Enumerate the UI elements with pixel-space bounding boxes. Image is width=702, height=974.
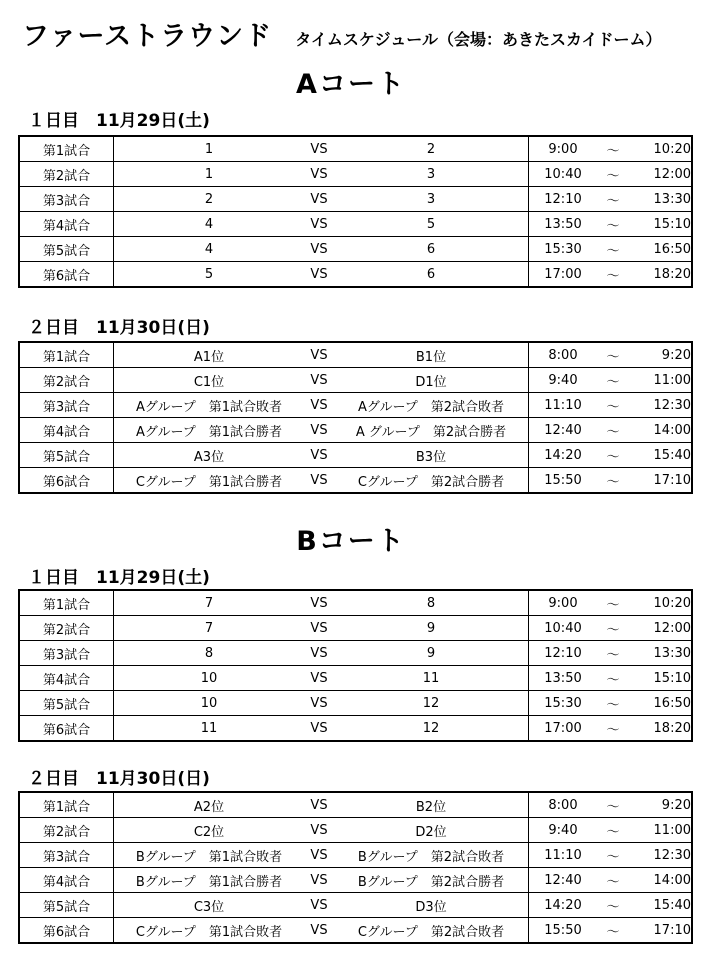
table-row: [19, 716, 692, 742]
table-row: [19, 342, 692, 368]
tilde-cell: 〜: [597, 262, 629, 288]
end-time-cell: 13:30: [629, 641, 692, 666]
team1-cell: C1位: [114, 368, 305, 393]
tilde-cell: 〜: [597, 691, 629, 716]
team2-cell: B2位: [334, 792, 529, 818]
page-title: ファーストラウンド: [22, 21, 273, 52]
match-number: 第4試合: [19, 868, 114, 893]
team1-cell: A2位: [114, 792, 305, 818]
start-time-cell: 12:40: [529, 868, 598, 893]
vs-cell: VS: [304, 818, 334, 843]
court-a-day2-title: ２日目 11月30日(日): [28, 318, 210, 338]
table-row: [19, 368, 692, 393]
start-time-cell: 14:20: [529, 893, 598, 918]
team2-cell: 3: [334, 162, 529, 187]
tilde-cell: 〜: [597, 443, 629, 468]
team1-cell: 10: [114, 666, 305, 691]
team1-cell: Cグループ 第1試合勝者: [114, 468, 305, 494]
end-time-cell: 15:10: [629, 666, 692, 691]
team2-cell: A グループ 第2試合勝者: [334, 418, 529, 443]
team2-cell: 3: [334, 187, 529, 212]
team1-cell: Aグループ 第1試合勝者: [114, 418, 305, 443]
match-number: 第1試合: [19, 342, 114, 368]
tilde-cell: 〜: [597, 616, 629, 641]
team2-cell: D2位: [334, 818, 529, 843]
end-time-cell: 11:00: [629, 818, 692, 843]
team1-cell: 5: [114, 262, 305, 288]
start-time-cell: 9:40: [529, 818, 598, 843]
table-row: [19, 818, 692, 843]
team2-cell: 9: [334, 641, 529, 666]
start-time-cell: 10:40: [529, 162, 598, 187]
end-time-cell: 16:50: [629, 691, 692, 716]
end-time-cell: 10:20: [629, 136, 692, 162]
team2-cell: 8: [334, 590, 529, 616]
tilde-cell: 〜: [597, 212, 629, 237]
start-time-cell: 14:20: [529, 443, 598, 468]
vs-cell: VS: [304, 641, 334, 666]
end-time-cell: 18:20: [629, 716, 692, 742]
end-time-cell: 12:30: [629, 393, 692, 418]
end-time-cell: 18:20: [629, 262, 692, 288]
vs-cell: VS: [304, 843, 334, 868]
end-time-cell: 12:30: [629, 843, 692, 868]
end-time-cell: 13:30: [629, 187, 692, 212]
match-number: 第3試合: [19, 393, 114, 418]
tilde-cell: 〜: [597, 468, 629, 494]
match-number: 第6試合: [19, 468, 114, 494]
team2-cell: Cグループ 第2試合敗者: [334, 918, 529, 944]
vs-cell: VS: [304, 691, 334, 716]
team1-cell: A3位: [114, 443, 305, 468]
start-time-cell: 17:00: [529, 262, 598, 288]
start-time-cell: 17:00: [529, 716, 598, 742]
team1-cell: 1: [114, 162, 305, 187]
end-time-cell: 9:20: [629, 792, 692, 818]
match-number: 第2試合: [19, 368, 114, 393]
match-number: 第2試合: [19, 818, 114, 843]
team2-cell: 6: [334, 262, 529, 288]
table-row: [19, 691, 692, 716]
team1-cell: 4: [114, 212, 305, 237]
team2-cell: D3位: [334, 893, 529, 918]
start-time-cell: 12:10: [529, 187, 598, 212]
team1-cell: 10: [114, 691, 305, 716]
match-number: 第3試合: [19, 641, 114, 666]
start-time-cell: 12:10: [529, 641, 598, 666]
team1-cell: A1位: [114, 342, 305, 368]
match-number: 第3試合: [19, 843, 114, 868]
team2-cell: 2: [334, 136, 529, 162]
table-row: [19, 843, 692, 868]
court-a-day1-title: １日目 11月29日(土): [28, 111, 210, 131]
table-row: [19, 212, 692, 237]
team1-cell: 8: [114, 641, 305, 666]
page-subtitle: タイムスケジュール（会場：あきたスカイドーム）: [295, 30, 662, 49]
vs-cell: VS: [304, 212, 334, 237]
match-number: 第4試合: [19, 418, 114, 443]
end-time-cell: 15:10: [629, 212, 692, 237]
vs-cell: VS: [304, 136, 334, 162]
vs-cell: VS: [304, 393, 334, 418]
court-a-title: Aコート: [296, 69, 406, 100]
match-number: 第4試合: [19, 212, 114, 237]
vs-cell: VS: [304, 368, 334, 393]
team1-cell: 2: [114, 187, 305, 212]
tilde-cell: 〜: [597, 818, 629, 843]
table-row: [19, 641, 692, 666]
tilde-cell: 〜: [597, 868, 629, 893]
tilde-cell: 〜: [597, 792, 629, 818]
vs-cell: VS: [304, 716, 334, 742]
end-time-cell: 15:40: [629, 893, 692, 918]
court-a-day1-table: [18, 135, 693, 288]
tilde-cell: 〜: [597, 368, 629, 393]
table-row: [19, 187, 692, 212]
team1-cell: 7: [114, 616, 305, 641]
start-time-cell: 11:10: [529, 843, 598, 868]
table-row: [19, 136, 692, 162]
vs-cell: VS: [304, 418, 334, 443]
table-row: [19, 443, 692, 468]
team2-cell: Bグループ 第2試合敗者: [334, 843, 529, 868]
team1-cell: Bグループ 第1試合勝者: [114, 868, 305, 893]
start-time-cell: 8:00: [529, 792, 598, 818]
team1-cell: C3位: [114, 893, 305, 918]
vs-cell: VS: [304, 342, 334, 368]
end-time-cell: 14:00: [629, 868, 692, 893]
end-time-cell: 12:00: [629, 616, 692, 641]
tilde-cell: 〜: [597, 716, 629, 742]
start-time-cell: 15:50: [529, 918, 598, 944]
vs-cell: VS: [304, 237, 334, 262]
end-time-cell: 9:20: [629, 342, 692, 368]
vs-cell: VS: [304, 590, 334, 616]
match-number: 第1試合: [19, 590, 114, 616]
table-row: [19, 162, 692, 187]
start-time-cell: 9:00: [529, 136, 598, 162]
tilde-cell: 〜: [597, 237, 629, 262]
table-row: [19, 918, 692, 944]
table-row: [19, 666, 692, 691]
tilde-cell: 〜: [597, 342, 629, 368]
table-row: [19, 590, 692, 616]
team2-cell: 11: [334, 666, 529, 691]
team1-cell: 11: [114, 716, 305, 742]
end-time-cell: 10:20: [629, 590, 692, 616]
start-time-cell: 15:30: [529, 691, 598, 716]
match-number: 第5試合: [19, 237, 114, 262]
start-time-cell: 12:40: [529, 418, 598, 443]
match-number: 第6試合: [19, 262, 114, 288]
table-row: [19, 237, 692, 262]
vs-cell: VS: [304, 468, 334, 494]
vs-cell: VS: [304, 893, 334, 918]
start-time-cell: 15:50: [529, 468, 598, 494]
team2-cell: 6: [334, 237, 529, 262]
tilde-cell: 〜: [597, 590, 629, 616]
table-row: [19, 418, 692, 443]
tilde-cell: 〜: [597, 666, 629, 691]
team1-cell: 1: [114, 136, 305, 162]
end-time-cell: 16:50: [629, 237, 692, 262]
team1-cell: Aグループ 第1試合敗者: [114, 393, 305, 418]
team2-cell: B1位: [334, 342, 529, 368]
team2-cell: D1位: [334, 368, 529, 393]
end-time-cell: 15:40: [629, 443, 692, 468]
team2-cell: 12: [334, 691, 529, 716]
vs-cell: VS: [304, 666, 334, 691]
match-number: 第4試合: [19, 666, 114, 691]
start-time-cell: 9:40: [529, 368, 598, 393]
tilde-cell: 〜: [597, 843, 629, 868]
vs-cell: VS: [304, 187, 334, 212]
team1-cell: C2位: [114, 818, 305, 843]
table-row: [19, 868, 692, 893]
tilde-cell: 〜: [597, 418, 629, 443]
tilde-cell: 〜: [597, 136, 629, 162]
vs-cell: VS: [304, 616, 334, 641]
match-number: 第5試合: [19, 691, 114, 716]
match-number: 第1試合: [19, 792, 114, 818]
vs-cell: VS: [304, 443, 334, 468]
tilde-cell: 〜: [597, 162, 629, 187]
vs-cell: VS: [304, 262, 334, 288]
end-time-cell: 12:00: [629, 162, 692, 187]
team1-cell: Cグループ 第1試合敗者: [114, 918, 305, 944]
team1-cell: 4: [114, 237, 305, 262]
table-row: [19, 393, 692, 418]
tilde-cell: 〜: [597, 641, 629, 666]
team2-cell: 9: [334, 616, 529, 641]
team2-cell: Bグループ 第2試合勝者: [334, 868, 529, 893]
end-time-cell: 17:10: [629, 468, 692, 494]
start-time-cell: 10:40: [529, 616, 598, 641]
start-time-cell: 13:50: [529, 212, 598, 237]
start-time-cell: 15:30: [529, 237, 598, 262]
court-b-title: Bコート: [296, 526, 406, 557]
page-header: [22, 14, 661, 54]
court-b-day1-table: [18, 589, 693, 742]
team1-cell: Bグループ 第1試合敗者: [114, 843, 305, 868]
match-number: 第5試合: [19, 443, 114, 468]
team2-cell: Aグループ 第2試合敗者: [334, 393, 529, 418]
court-a-day2-table: [18, 341, 693, 494]
start-time-cell: 13:50: [529, 666, 598, 691]
table-row: [19, 616, 692, 641]
start-time-cell: 9:00: [529, 590, 598, 616]
vs-cell: VS: [304, 918, 334, 944]
match-number: 第6試合: [19, 716, 114, 742]
tilde-cell: 〜: [597, 918, 629, 944]
match-number: 第2試合: [19, 162, 114, 187]
table-row: [19, 468, 692, 494]
team2-cell: B3位: [334, 443, 529, 468]
tilde-cell: 〜: [597, 393, 629, 418]
table-row: [19, 262, 692, 288]
start-time-cell: 11:10: [529, 393, 598, 418]
match-number: 第5試合: [19, 893, 114, 918]
tilde-cell: 〜: [597, 893, 629, 918]
end-time-cell: 11:00: [629, 368, 692, 393]
end-time-cell: 14:00: [629, 418, 692, 443]
match-number: 第6試合: [19, 918, 114, 944]
match-number: 第1試合: [19, 136, 114, 162]
team2-cell: 5: [334, 212, 529, 237]
vs-cell: VS: [304, 162, 334, 187]
tilde-cell: 〜: [597, 187, 629, 212]
vs-cell: VS: [304, 868, 334, 893]
team2-cell: 12: [334, 716, 529, 742]
court-b-day2-title: ２日目 11月30日(日): [28, 769, 210, 789]
court-b-day2-table: [18, 791, 693, 944]
vs-cell: VS: [304, 792, 334, 818]
end-time-cell: 17:10: [629, 918, 692, 944]
court-b-day1-title: １日目 11月29日(土): [28, 568, 210, 588]
match-number: 第3試合: [19, 187, 114, 212]
table-row: [19, 792, 692, 818]
team2-cell: Cグループ 第2試合勝者: [334, 468, 529, 494]
team1-cell: 7: [114, 590, 305, 616]
start-time-cell: 8:00: [529, 342, 598, 368]
match-number: 第2試合: [19, 616, 114, 641]
table-row: [19, 893, 692, 918]
